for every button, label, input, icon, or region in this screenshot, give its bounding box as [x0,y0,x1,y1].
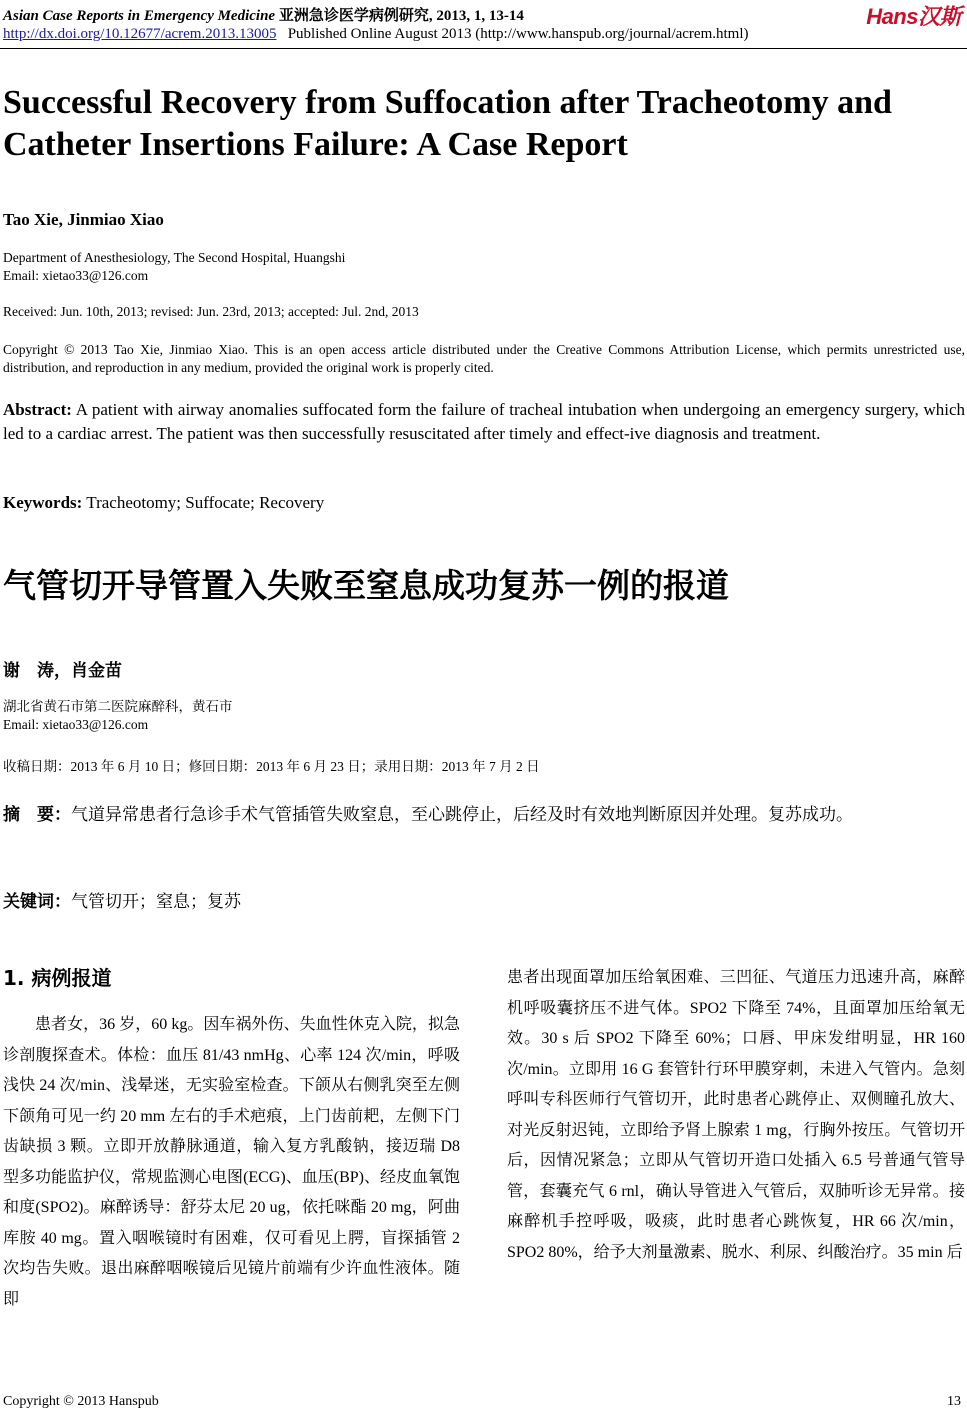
abstract-en-label: Abstract: [3,400,72,419]
footer-copyright: Copyright © 2013 Hanspub [3,1394,159,1409]
keywords-en-label: Keywords: [3,493,83,512]
body-column-left: 患者女，36 岁，60 kg。因车祸外伤、失血性休克入院，拟急诊剖腹探查术。体检：血压 81/43 nmHg、心率 124 次/min，呼吸浅快 24 次/min、浅晕迷，无实验室检查。下颌从右侧乳突至左侧下颌角可见一约 20 mm 左右的手术疤痕，上门齿前耙，左侧下门齿缺损 3 颗。立即开放静脉通道，输入复方乳酸钠，接迈瑞 D8 型多功能监护仪，常规监测心电图(ECG)、血压(BP)、经皮血氧饱和度(SPO2)。麻醉诱导：舒芬太尼 20 ug，依托咪酯 20 mg，阿曲库胺 40 mg。置入咽喉镜时有困难，仅可看见上腭，盲探插管 2 次均告失败。退出麻醉咽喉镜后见镜片前端有少许血性液体。随即 [3,1016,460,1308]
journal-name-cn: 亚洲急诊医学病例研究 [278,8,429,24]
abstract-cn [3,800,965,830]
received-dates-cn: 收稿日期：2013 年 6 月 10 日；修回日期：2013 年 6 月 23 日；录用日期：2013 年 7 月 2 日 [3,759,540,774]
doi-link[interactable]: http://dx.doi.org/10.12677/acrem.2013.13005 [3,26,277,42]
article-title-en: Successful Recovery from Suffocation after Tracheotomy and Catheter Insertions Failure: A Case Report [3,84,892,163]
abstract-cn-text: 气道异常患者行急诊手术气管插管失败窒息，至心跳停止，后经及时有效地判断原因并处理。复苏成功。 [71,805,853,824]
abstract-en-text: A patient with airway anomalies suffocated form the failure of tracheal intubation when undergoing an emergency surgery, which led to a cardiac arrest. The patient was then successfully resuscitated after timely and effect-ive diagnosis and treatment. [3,400,966,443]
authors-en: Tao Xie, Jinmiao Xiao [3,210,164,229]
affiliation-cn-block [3,698,233,734]
affiliation-en: Department of Anesthesiology, The Second Hospital, Huangshi [3,250,346,265]
body-column-right: 患者出现面罩加压给氧困难、三凹征、气道压力迅速升高，麻醉机呼吸囊挤压不进气体。SPO2 下降至 74%，且面罩加压给氧无效。30 s 后 SPO2 下降至 60%；口唇、甲床发绀明显，HR 160 次/min。立即用 16 G 套管针行环甲膜穿刺，未进入气管内。急刻呼叫专科医师行气管切开，此时患者心跳停止、双侧瞳孔放大、对光反射迟钝，立即给予肾上腺索 1 mg，行胸外按压。气管切开后，因情况紧急；立即从气管切开造口处插入 6.5 号普通气管导管，套囊充气 6 rnl，确认导管进入气管后，双肺听诊无异常。接麻醉机手控呼吸，吸痰，此时患者心跳恢复，HR 66 次/min，SPO2 80%，给予大剂量激素、脱水、利尿、纠酸治疗。35 min 后 [507,969,965,1261]
article-title-cn: 气管切开导管置入失败至窒息成功复苏一例的报道 [3,566,729,605]
keywords-cn-label: 关键词： [3,892,71,912]
volume-info: , 2013, 1, 13-14 [428,8,524,24]
page-number: 13 [947,1394,961,1409]
email-cn: Email: xietao33@126.com [3,717,149,732]
keywords-en-text: Tracheotomy; Suffocate; Recovery [86,493,325,512]
received-dates-en: Received: Jun. 10th, 2013; revised: Jun. 23rd, 2013; accepted: Jul. 2nd, 2013 [3,304,419,319]
section-heading: 1. 病例报道 [3,966,112,990]
published-online: Published Online August 2013 (http://www.hanspub.org/journal/acrem.html) [287,26,749,42]
journal-title [3,4,524,25]
keywords-en [3,493,324,513]
abstract-en [3,398,965,446]
affiliation-cn: 湖北省黄石市第二医院麻醉科，黄石市 [3,699,233,714]
affiliation-en-block [3,249,345,285]
header-divider [0,48,967,49]
copyright-notice: Copyright © 2013 Tao Xie, Jinmiao Xiao. This is an open access article distributed under the Creative Commons Attribution License, which permits unrestricted use, distribution, and reproduction in any medium, provided the original work is properly cited. [3,342,965,375]
doi-row [3,26,749,43]
abstract-cn-label: 摘 要： [3,805,71,825]
keywords-cn [3,887,241,912]
journal-name-en: Asian Case Reports in Emergency Medicine [3,8,276,24]
hans-logo: Hans汉斯 [866,4,961,29]
authors-cn: 谢 涛，肖金苗 [3,661,122,681]
keywords-cn-text: 气管切开；窒息；复苏 [71,892,241,911]
email-en: Email: xietao33@126.com [3,268,149,283]
